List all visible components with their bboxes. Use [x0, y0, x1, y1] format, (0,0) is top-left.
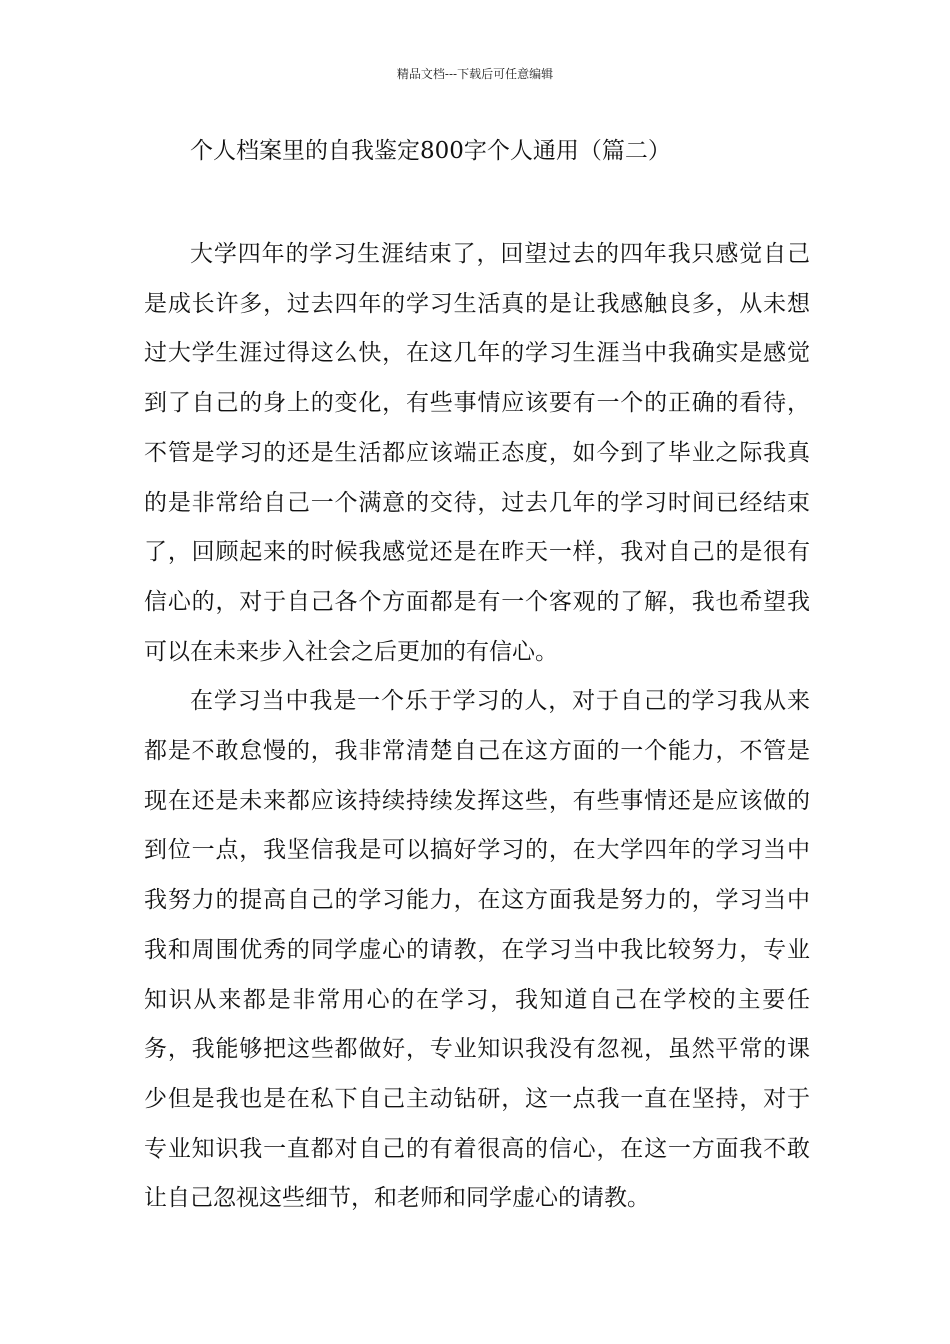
header-note: 精品文档---下载后可任意编辑 [396, 67, 554, 81]
document-title: 个人档案里的自我鉴定800字个人通用（篇二） [190, 138, 671, 164]
paragraph-2: 在学习当中我是一个乐于学习的人，对于自己的学习我从来都是不敢怠慢的，我非常清楚自己在这方面的一个能力，不管是现在还是未来都应该持续持续发挥这些，有些事情还是应该做的到位一点，我坚信我是可以搞好学习的，在大学四年的学习当中我努力的提高自己的学习能力，在这方面我是努力的，学习当中我和周围优秀的同学虚心的请教，在学习当中我比较努力，专业知识从来都是非常用心的在学习，我知道自己在学校的主要任务，我能够把这些都做好，专业知识我没有忽视，虽然平常的课少但是我也是在私下自己主动钻研，这一点我一直在坚持，对于专业知识我一直都对自己的有着很高的信心，在这一方面我不敢让自己忽视这些细节，和老师和同学虚心的请教。 [144, 688, 810, 1212]
paragraph-1: 大学四年的学习生涯结束了，回望过去的四年我只感觉自己是成长许多，过去四年的学习生活真的是让我感触良多，从未想过大学生涯过得这么快，在这几年的学习生涯当中我确实是感觉到了自己的身上的变化，有些事情应该要有一个的正确的看待，不管是学习的还是生活都应该端正态度，如今到了毕业之际我真的是非常给自己一个满意的交待，过去几年的学习时间已经结束了，回顾起来的时候我感觉还是在昨天一样，我对自己的是很有信心的，对于自己各个方面都是有一个客观的了解，我也希望我可以在未来步入社会之后更加的有信心。 [144, 241, 810, 665]
document-body [144, 230, 810, 1224]
